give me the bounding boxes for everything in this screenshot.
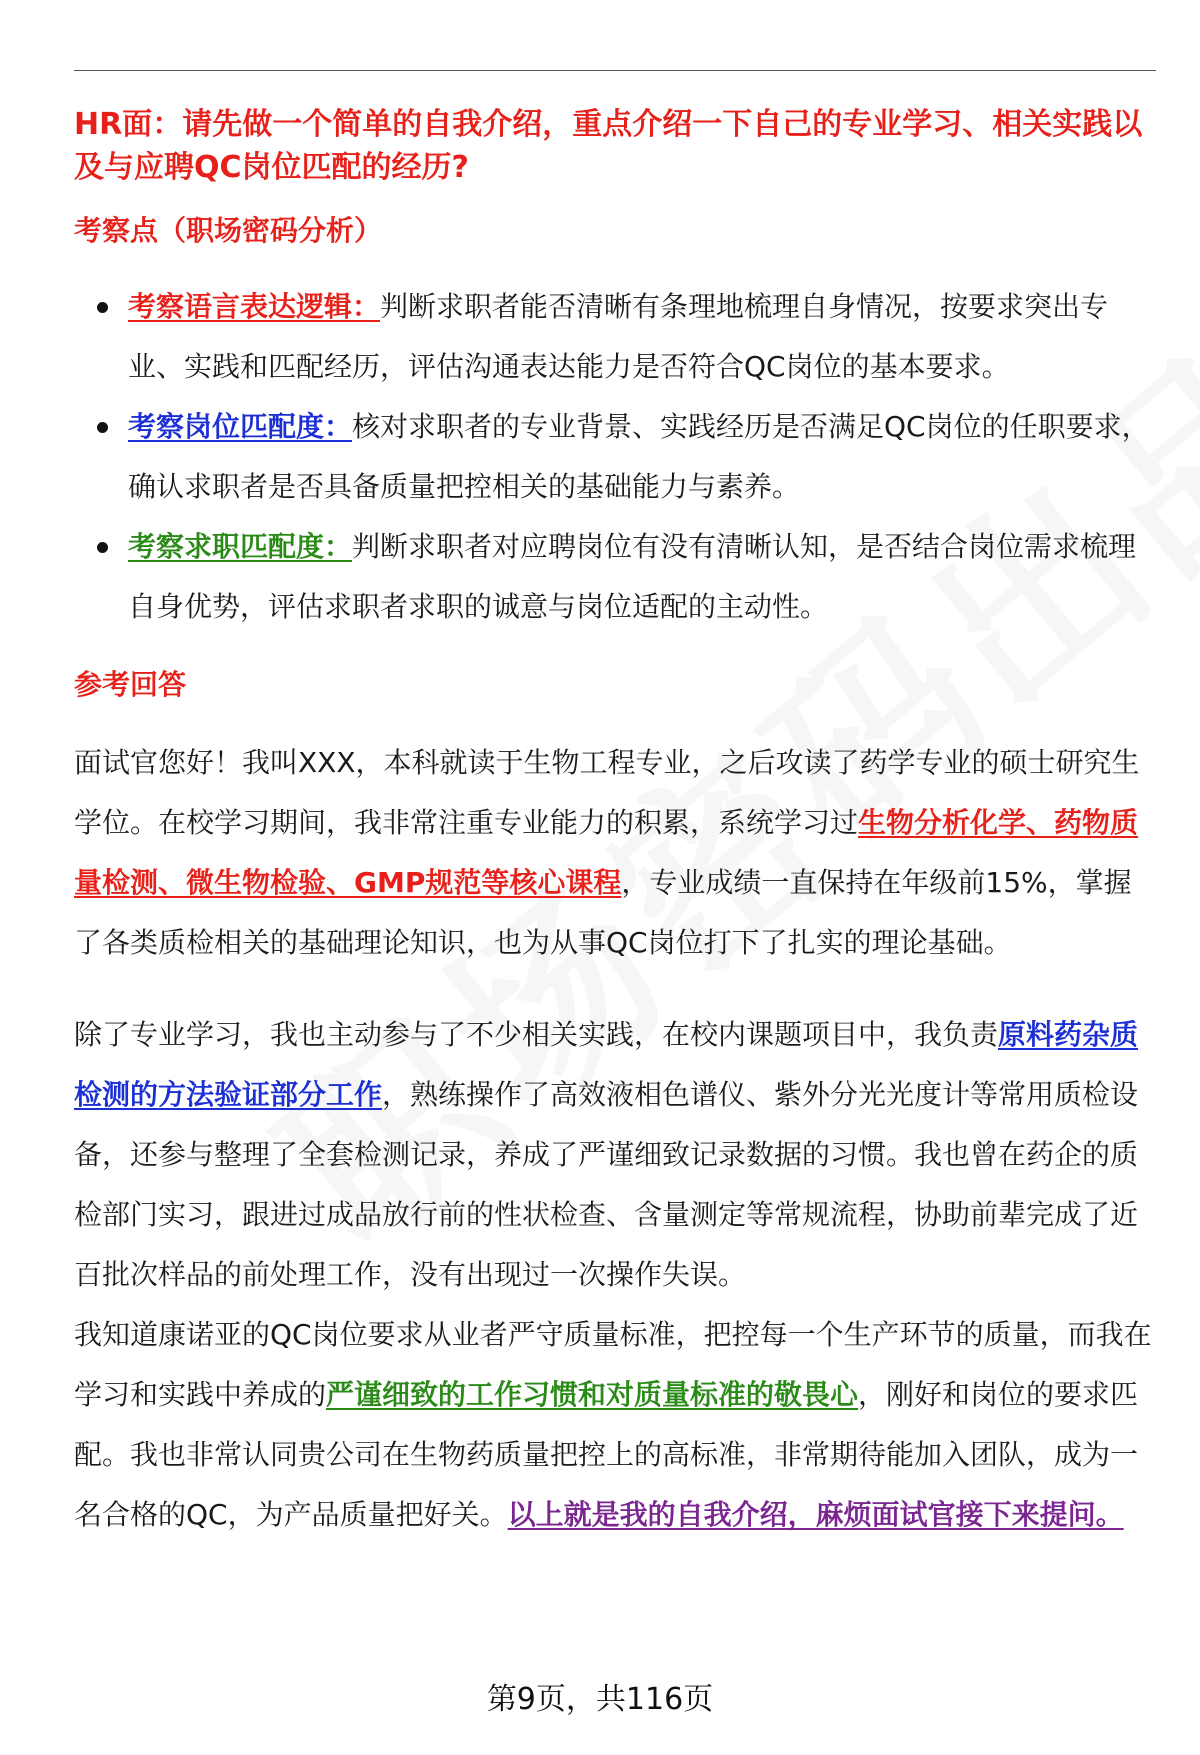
answer-paragraph-2 [74, 1005, 1156, 1305]
bullet-icon [97, 422, 108, 433]
list-item [74, 277, 1156, 397]
list-item [74, 517, 1156, 637]
header-rule [74, 70, 1156, 71]
answer-highlight-habits: 严谨细致的工作习惯和对质量标准的敬畏心 [326, 1378, 859, 1411]
answer-text: ，刚好和岗位的要求匹配。我也非常认同贵公司在生物药质量把控上的高标准，非常期待能加入团队，成为一名合格的QC，为产品质量把好关。 [74, 1378, 1139, 1531]
answer-highlight-courses: 生物分析化学、药物质量检测、微生物检验、GMP规范等核心课程 [74, 806, 1139, 899]
point-text: 判断求职者能否清晰有条理地梳理自身情况，按要求突出专业、实践和匹配经历，评估沟通表达能力是否符合QC岗位的基本要求。 [128, 290, 1109, 383]
question-title: HR面：请先做一个简单的自我介绍，重点介绍一下自己的专业学习、相关实践以及与应聘QC岗位匹配的经历? [74, 107, 1143, 185]
page-content [74, 103, 1156, 1545]
answer-highlight-closing: 以上就是我的自我介绍，麻烦面试官接下来提问。 [507, 1498, 1124, 1531]
point-keyword: 考察求职匹配度： [128, 530, 353, 563]
point-text: 判断求职者对应聘岗位有没有清晰认知，是否结合岗位需求梳理自身优势，评估求职者求职的诚意与岗位适配的主动性。 [128, 530, 1137, 623]
answer-paragraph-1 [74, 733, 1156, 973]
answer-highlight-project: 原料药杂质检测的方法验证部分工作 [74, 1018, 1139, 1111]
section-title-answer: 参考回答 [74, 668, 187, 701]
answer-text: ，专业成绩一直保持在年级前15%，掌握了各类质检相关的基础理论知识，也为从事QC岗位打下了扎实的理论基础。 [74, 866, 1132, 959]
answer-text: 面试官您好！我叫XXX，本科就读于生物工程专业，之后攻读了药学专业的硕士研究生学位。在校学习期间，我非常注重专业能力的积累，系统学习过 [74, 746, 1140, 839]
answer-text: ，熟练操作了高效液相色谱仪、紫外分光光度计等常用质检设备，还参与整理了全套检测记录，养成了严谨细致记录数据的习惯。我也曾在药企的质检部门实习，跟进过成品放行前的性状检查、含量测定等常规流程，协助前辈完成了近百批次样品的前处理工作，没有出现过一次操作失误。 [74, 1078, 1139, 1291]
section-title-assessment: 考察点（职场密码分析） [74, 214, 383, 247]
point-keyword: 考察岗位匹配度： [128, 410, 353, 443]
assessment-list [74, 277, 1156, 637]
page-number: 第9页，共116页 [486, 1682, 714, 1717]
bullet-icon [97, 542, 108, 553]
point-text: 核对求职者的专业背景、实践经历是否满足QC岗位的任职要求，确认求职者是否具备质量把控相关的基础能力与素养。 [128, 410, 1150, 503]
answer-paragraph-3 [74, 1305, 1156, 1545]
answer-text: 我知道康诺亚的QC岗位要求从业者严守质量标准，把控每一个生产环节的质量，而我在学习和实践中养成的 [74, 1318, 1152, 1411]
bullet-icon [97, 302, 108, 313]
list-item [74, 397, 1156, 517]
answer-text: 除了专业学习，我也主动参与了不少相关实践，在校内课题项目中，我负责 [74, 1018, 999, 1051]
point-keyword: 考察语言表达逻辑： [128, 290, 381, 323]
